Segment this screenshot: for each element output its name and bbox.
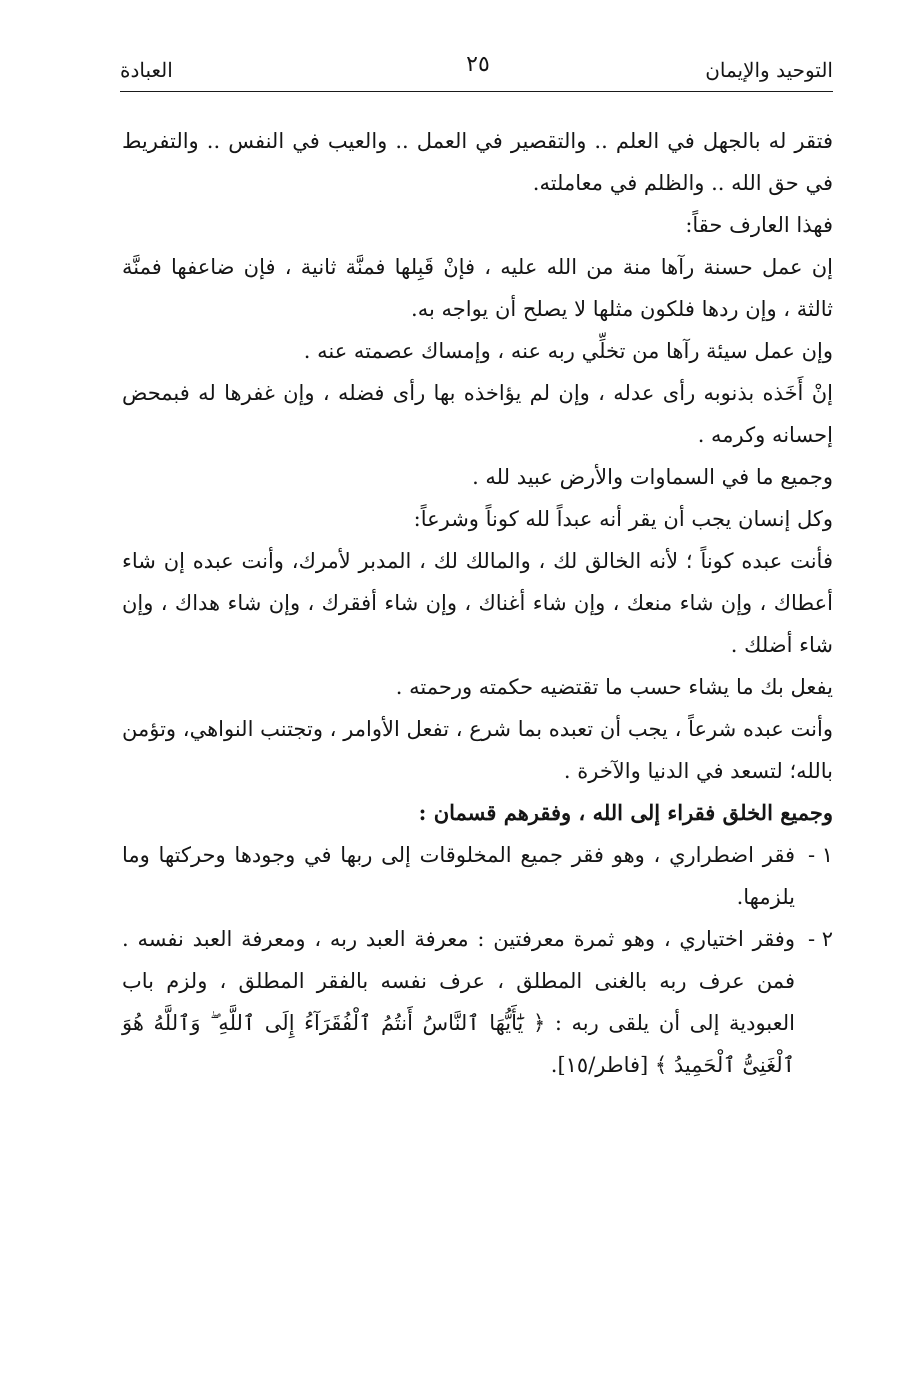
list-item-text: وفقر اختياري ، وهو ثمرة معرفتين : معرفة العبد ربه ، ومعرفة العبد نفسه . فمن عرف ربه بالغنى المطلق ، عرف نفسه بالفقر المطلق ، ولزم باب العبودية إلى أن يلقى ربه : ﴿ يَٰٓأَيُّهَا ٱلنَّاسُ أَنتُمُ ٱلْفُقَرَآءُ إِلَى ٱللَّهِ ۖ وَٱللَّهُ هُوَ ٱلْغَنِىُّ ٱلْحَمِيدُ ﴾ [فاطر/١٥]. <box>122 927 795 1077</box>
header-rule <box>120 91 833 92</box>
page-number: ٢٥ <box>466 52 490 77</box>
paragraph: فتقر له بالجهل في العلم .. والتقصير في العمل .. والعيب في النفس .. والتفريط في حق الله .. والظلم في معاملته. <box>122 129 833 195</box>
list-item <box>122 918 833 1086</box>
list-item-number: ١ - <box>807 843 833 867</box>
list-item-number: ٢ - <box>807 927 833 951</box>
paragraph: وأنت عبده شرعاً ، يجب أن تعبده بما شرع ، تفعل الأوامر ، وتجتنب النواهي، وتؤمن بالله؛ لتسعد في الدنيا والآخرة . <box>122 717 833 783</box>
page-body <box>122 120 833 1086</box>
paragraph: وكل إنسان يجب أن يقر أنه عبداً لله كوناً وشرعاً: <box>413 507 833 531</box>
paragraph: إنْ أَخَذه بذنوبه رأى عدله ، وإن لم يؤاخذه بها رأى فضله ، وإن غفرها له فبمحض إحسانه وكرمه . <box>122 381 833 447</box>
paragraph: وجميع ما في السماوات والأرض عبيد لله . <box>472 465 833 489</box>
book-title: التوحيد والإيمان <box>705 58 833 82</box>
section-heading: وجميع الخلق فقراء إلى الله ، وفقرهم قسمان : <box>418 800 833 825</box>
paragraph: فهذا العارف حقاً: <box>685 213 833 237</box>
paragraph: وإن عمل سيئة رآها من تخلِّي ربه عنه ، وإمساك عصمته عنه . <box>303 339 833 363</box>
running-header <box>120 52 833 88</box>
paragraph: إن عمل حسنة رآها منة من الله عليه ، فإنْ قَبِلها فمنَّة ثانية ، فإن ضاعفها فمنَّة ثالثة ، وإن ردها فلكون مثلها لا يصلح أن يواجه به. <box>122 255 833 321</box>
paragraph: يفعل بك ما يشاء حسب ما تقتضيه حكمته ورحمته . <box>395 675 833 699</box>
list-item <box>122 834 833 918</box>
chapter-title: العبادة <box>120 58 173 82</box>
list-item-text: فقر اضطراري ، وهو فقر جميع المخلوقات إلى ربها في وجودها وحركتها وما يلزمها. <box>122 843 795 909</box>
paragraph: فأنت عبده كوناً ؛ لأنه الخالق لك ، والمالك لك ، المدبر لأمرك، وأنت عبده إن شاء أعطاك ، وإن شاء منعك ، وإن شاء أغناك ، وإن شاء أفقرك ، وإن شاء هداك ، وإن شاء أضلك . <box>122 549 833 657</box>
